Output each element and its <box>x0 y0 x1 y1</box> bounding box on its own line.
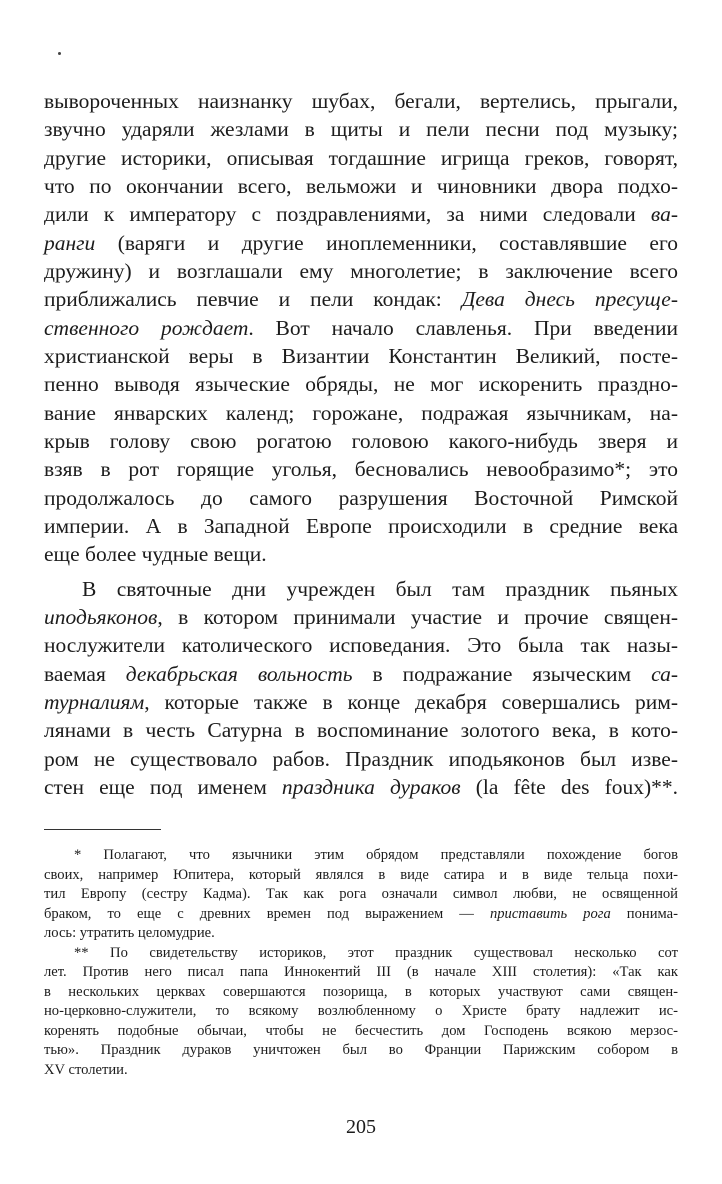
page-number: 205 <box>346 1116 376 1138</box>
body-line: взяв в рот горящие уголья, бесновались невообразимо*; это <box>44 457 678 481</box>
italic-term: ва- <box>650 202 678 226</box>
body-line: стен еще под именем праздника дураков (la fête des foux)**. <box>44 775 679 799</box>
body-line: лянами в честь Сатурна в воспоминание золотого века, в кото- <box>44 718 678 742</box>
body-line: дили к императору с поздравлениями, за ними следовали ва- <box>44 202 678 226</box>
footnote-line: лет. Против него писал папа Иннокентий III (в начале XIII столетия): «Так как <box>44 964 678 980</box>
body-line: ваемая декабрьская вольность в подражание языческим са- <box>44 662 678 686</box>
italic-term: праздника дураков <box>281 775 461 799</box>
body-line: турналиям, которые также в конце декабря совершались рим- <box>44 690 678 714</box>
body-line: ственного рождает. Вот начало славленья. При введении <box>44 316 678 340</box>
body-line: звучно ударяли жезлами в щиты и пели песни под музыку; <box>44 117 678 141</box>
footnote-line: XV столетии. <box>44 1062 128 1078</box>
body-line: ром не существовало рабов. Праздник иподьяконов был изве- <box>44 747 678 771</box>
body-line: еще более чудные вещи. <box>44 542 267 566</box>
body-line: пенно выводя языческие обряды, не мог искоренить праздно- <box>44 372 678 396</box>
body-line: продолжалось до самого разрушения Восточной Римской <box>44 486 678 510</box>
italic-quote: Дева днесь пресуще- <box>461 287 678 311</box>
italic-term: турналиям <box>44 690 145 714</box>
body-line: христианской веры в Византии Константин Великий, посте- <box>44 344 678 368</box>
footnote-line: * Полагают, что язычники этим обрядом представляли похождение богов <box>74 847 678 863</box>
body-line: иподьяконов, в котором принимали участие и прочие священ- <box>44 605 678 629</box>
footnote-line: коренять подобные обычаи, чтобы не бесчестить дом Господень всякою мерзос- <box>44 1023 678 1039</box>
page-mark <box>58 52 61 55</box>
italic-term: са- <box>651 662 678 686</box>
body-line: другие историки, описывая тогдашние игрища греков, говорят, <box>44 146 678 170</box>
footnote-line: своих, например Юпитера, который являлся в виде сатира и в виде тельца похи- <box>44 867 678 883</box>
footnote-line: в нескольких церквах совершаются позорища, в которых участвуют сами священ- <box>44 984 678 1000</box>
footnote-line: но-церковно-служители, то всякому возлюбленному о Христе брату надлежит ис- <box>44 1003 678 1019</box>
footnote-line: ** По свидетельству историков, этот праздник существовал несколько сот <box>74 945 678 961</box>
footnote-separator <box>44 829 161 830</box>
body-line: вывороченных наизнанку шубах, бегали, вертелись, прыгали, <box>44 89 678 113</box>
italic-term: иподьяконов <box>44 605 158 629</box>
body-line: вание январских календ; горожане, подражая язычникам, на- <box>44 401 678 425</box>
body-line: приближались певчие и пели кондак: Дева днесь пресуще- <box>44 287 678 311</box>
body-line: крыв голову свою рогатою головою какого-нибудь зверя и <box>44 429 678 453</box>
footnote-line: лось: утратить целомудрие. <box>44 925 215 941</box>
italic-phrase: приставить рога <box>489 906 611 922</box>
footnote-line: тью». Праздник дураков уничтожен был во Франции Парижским собором в <box>44 1042 678 1058</box>
footnote-line: браком, то еще с древних времен под выражением — приставить рога понима- <box>44 906 678 922</box>
italic-term: декабрьская вольность <box>125 662 353 686</box>
italic-term: ранги <box>44 231 96 255</box>
body-line: что по окончании всего, вельможи и чиновники двора подхо- <box>44 174 678 198</box>
body-line: В святочные дни учрежден был там праздник пьяных <box>82 577 678 601</box>
italic-quote: ственного рождает <box>44 316 249 340</box>
footnote-line: тил Европу (сестру Кадма). Так как рога означали символ любви, не освященной <box>44 886 678 902</box>
body-line: дружину) и возглашали ему многолетие; в заключение всего <box>44 259 678 283</box>
body-line: империи. А в Западной Европе происходили в средние века <box>44 514 678 538</box>
body-line: ранги (варяги и другие иноплеменники, составлявшие его <box>44 231 678 255</box>
body-line: нослужители католического исповедания. Это была так назы- <box>44 633 678 657</box>
